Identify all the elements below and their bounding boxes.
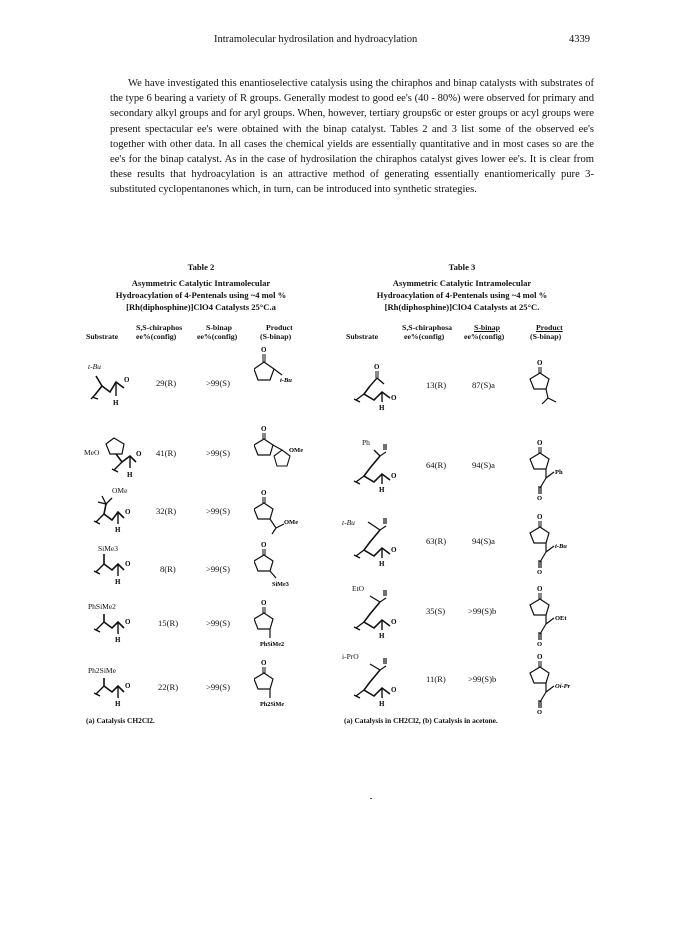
substrate-structure [86, 672, 146, 716]
table-row [86, 541, 326, 590]
substituent-label: EtO [352, 584, 365, 593]
table-2-caption [86, 277, 316, 313]
product-label: OMe [289, 447, 304, 454]
substrate-structure [86, 492, 146, 536]
product-label: Oi-Pr [555, 683, 571, 690]
table-row [86, 599, 326, 648]
substrate-structure [350, 516, 414, 566]
product-structure [254, 596, 314, 652]
substituent-label: OMe [112, 486, 128, 495]
substrate-structure [86, 366, 146, 408]
header-substrate: Substrate [86, 332, 119, 341]
svg-text:O: O [537, 569, 543, 574]
product-label: OMe [284, 519, 299, 526]
chiraphos-ee: 41(R) [156, 448, 177, 458]
substituent-label: i-PrO [342, 652, 359, 661]
product-structure [254, 486, 314, 538]
header-chiraphos-ee: ee%(config) [136, 332, 177, 341]
svg-text:O: O [537, 709, 543, 714]
table-2-title: Table 2 [187, 262, 215, 272]
header-binap: S-binap [474, 323, 501, 332]
binap-ee: 94(S)a [472, 536, 495, 546]
table-2-footnote: (a) Catalysis CH2Cl2. [86, 716, 155, 725]
svg-text:H: H [115, 636, 121, 644]
body-paragraph [110, 76, 594, 198]
svg-text:O: O [537, 439, 543, 447]
svg-text:H: H [379, 486, 385, 492]
svg-text:O: O [261, 599, 267, 607]
chiraphos-ee: 11(R) [426, 674, 446, 684]
svg-text:O: O [391, 472, 397, 480]
svg-text:O: O [537, 513, 543, 521]
caption-line: [Rh(diphosphine)]ClO4 Catalysts at 25°C. [384, 302, 540, 312]
caption-line: Hydroacylation of 4-Pentenals using ~4 mol % [376, 290, 548, 300]
product-structure [528, 650, 588, 714]
page-speck [370, 798, 372, 799]
binap-ee: 87(S)a [472, 380, 495, 390]
table-row [342, 512, 584, 574]
chiraphos-ee: 63(R) [426, 536, 447, 546]
aldehyde-h: H [379, 404, 385, 410]
product-label: Ph [555, 469, 563, 476]
product-label: t-Bu [280, 377, 292, 384]
table-3-column-headers [344, 323, 580, 347]
header-product: Product [266, 323, 293, 332]
substituent-label: SiMe3 [98, 544, 119, 553]
svg-text:O: O [125, 560, 131, 568]
table-row [344, 438, 584, 500]
svg-text:H: H [379, 632, 385, 638]
svg-text:O: O [374, 363, 380, 371]
chiraphos-ee: 8(R) [160, 564, 176, 574]
binap-ee: >99(S) [206, 682, 230, 692]
substrate-structure [350, 360, 414, 410]
product-label: t-Bu [555, 543, 567, 550]
svg-text:O: O [537, 495, 543, 500]
caption-line: [Rh(diphosphine)]ClO4 Catalysts 25°C.a [126, 302, 276, 312]
product-label: PhSiMe2 [260, 641, 285, 648]
svg-text:H: H [115, 700, 121, 708]
svg-text:H: H [115, 526, 121, 534]
header-substrate: Substrate [346, 332, 379, 341]
caption-line: Asymmetric Catalytic Intramolecular [131, 278, 271, 288]
header-chiraphos: S,S-chiraphos [136, 323, 183, 332]
header-product-binap: (S-binap) [260, 332, 292, 341]
table-row [342, 652, 584, 714]
binap-ee: >99(S) [206, 618, 230, 628]
binap-ee: >99(S) [206, 564, 230, 574]
chiraphos-ee: 13(R) [426, 380, 447, 390]
product-label: Ph2SiMe [260, 701, 285, 708]
svg-text:O: O [125, 508, 131, 516]
svg-text:H: H [115, 578, 121, 586]
svg-text:O: O [537, 585, 543, 593]
table-row [86, 346, 326, 407]
svg-text:O: O [261, 425, 267, 433]
table-3-footnote: (a) Catalysis in CH2Cl2, (b) Catalysis in acetone. [344, 716, 498, 725]
binap-ee: >99(S) [206, 448, 230, 458]
substrate-structure [350, 656, 414, 706]
binap-ee: >99(S)b [468, 674, 497, 684]
header-binap: S-binap [206, 323, 233, 332]
table-2 [86, 262, 316, 347]
substrate-structure [350, 442, 414, 492]
product-structure [528, 436, 588, 500]
svg-text:O: O [125, 618, 131, 626]
binap-ee: >99(S) [206, 506, 230, 516]
svg-text:O: O [391, 546, 397, 554]
running-header [110, 34, 590, 50]
svg-text:O: O [537, 359, 543, 367]
svg-text:H: H [127, 471, 133, 479]
svg-text:H: H [379, 560, 385, 566]
binap-ee: >99(S) [206, 378, 230, 388]
chiraphos-ee: 32(R) [156, 506, 177, 516]
product-label: OEt [555, 615, 567, 622]
product-label: SiMe3 [272, 581, 289, 588]
substrate-structure [86, 550, 146, 594]
substituent-label: MeO [84, 448, 100, 457]
running-title: Intramolecular hydrosilation and hydroacylation [214, 34, 418, 45]
table-3-caption [344, 277, 580, 313]
substrate-structure [86, 608, 146, 652]
header-product: Product [536, 323, 563, 332]
svg-text:O: O [261, 346, 267, 354]
svg-text:O: O [261, 659, 267, 667]
svg-text:O: O [124, 376, 130, 384]
substituent-label: t-Bu [342, 518, 355, 527]
header-binap-ee: ee%(config) [464, 332, 505, 341]
product-structure [254, 422, 314, 474]
svg-text:O: O [136, 450, 142, 458]
table-row [84, 425, 326, 479]
svg-text:O: O [125, 682, 131, 690]
svg-text:O: O [391, 618, 397, 626]
caption-line: Asymmetric Catalytic Intramolecular [392, 278, 532, 288]
svg-text:O: O [261, 541, 267, 549]
substituent-label: PhSiMe2 [88, 602, 116, 611]
chiraphos-ee: 35(S) [426, 606, 446, 616]
header-chiraphos-ee: ee%(config) [404, 332, 445, 341]
table-row [344, 584, 584, 646]
caption-line: Hydroacylation of 4-Pentenals using ~4 mol % [115, 290, 287, 300]
substituent-label: Ph2SiMe [88, 666, 116, 675]
product-structure [528, 356, 572, 412]
paragraph-text: We have investigated this enantioselective catalysis using the chiraphos and binap catalysts with substrates of the type 6 bearing a variety of R groups. Generally modest to good ee's (40 - 80%) were observed for primary and secondary alkyl groups and for aryl groups. When, however, tertiary groups6c or ester groups or acyl groups were present spectacular ee's were obtained with the binap catalyst. Tables 2 and 3 list some of the observed ee's together with other data. In all cases the chemical yields are essentially quantitative and in most cases so are the ee's for the binap catalyst. As in the case of hydrosilation the chiraphos catalyst gives lower ee's. It is clear from these results that hydroacylation is an attractive method of generating essentially enantiomerically pure 3-substituted cyclopentanones which, in turn, can be introduced into synthetic strategies. [110, 78, 594, 196]
binap-ee: >99(S)b [468, 606, 497, 616]
svg-text:O: O [537, 641, 543, 646]
substituent-label: t-Bu [88, 362, 101, 371]
header-chiraphos: S,S-chiraphosa [402, 323, 453, 332]
chiraphos-ee: 29(R) [156, 378, 177, 388]
carbonyl-o: O [391, 394, 397, 402]
svg-text:H: H [113, 399, 119, 407]
svg-text:O: O [391, 686, 397, 694]
chiraphos-ee: 64(R) [426, 460, 447, 470]
chiraphos-ee: 15(R) [158, 618, 179, 628]
svg-text:O: O [537, 653, 543, 661]
product-structure [254, 342, 300, 386]
binap-ee: 94(S)a [472, 460, 495, 470]
table-row [86, 659, 326, 708]
product-structure [528, 510, 588, 574]
svg-text:O: O [261, 489, 267, 497]
product-structure [254, 538, 314, 590]
page-number: 4339 [569, 34, 590, 45]
svg-text:H: H [379, 700, 385, 706]
header-binap-ee: ee%(config) [197, 332, 238, 341]
table-3 [344, 262, 580, 347]
substrate-structure [350, 588, 414, 638]
substrate-structure [100, 436, 170, 480]
chiraphos-ee: 22(R) [158, 682, 179, 692]
substituent-label: Ph [362, 438, 370, 447]
table-row [86, 486, 326, 534]
product-structure [254, 656, 314, 712]
table-3-title: Table 3 [448, 262, 476, 272]
header-product-binap: (S-binap) [530, 332, 562, 341]
product-structure [528, 582, 588, 646]
table-row [344, 359, 584, 410]
